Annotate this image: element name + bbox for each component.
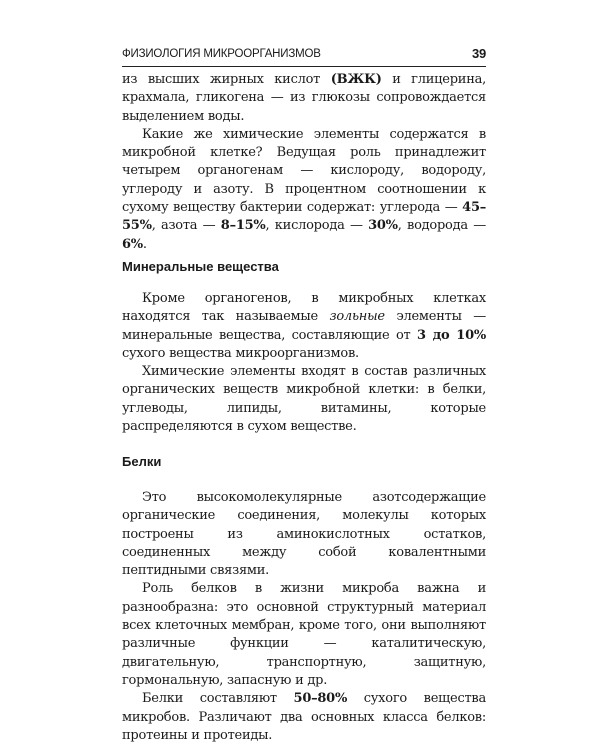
- proteins-paragraph-2: Роль белков в жизни микроба важна и разнообразна: это основной структурный материал всех клеточных мембран, кроме того, они выполняют различные функции — каталитическую, двигательную, транспортную, защитную, гормональную, запасную и др.: [122, 581, 486, 688]
- intro-paragraph-2: Какие же химические элементы содержатся в микробной клетке? Ведущая роль принадлежит четырем органогенам — кислороду, водороду, углероду и азоту. В процентном соотношении к сухому веществу бактерии содержат: углерода — 45–55%, азота — 8–15%, кислорода — 30%, водорода — 6%.: [122, 126, 486, 252]
- nitrogen-percent: 8–15%: [220, 218, 266, 234]
- hydrogen-percent: 6%: [122, 236, 143, 252]
- minerals-text: [122, 290, 486, 436]
- section-heading-proteins: Белки: [122, 454, 162, 469]
- proteins-paragraph-3: Белки составляют 50–80% сухого вещества микробов. Различают два основных класса белков: протеины и протеиды.: [122, 691, 486, 743]
- protein-range: 50–80%: [293, 691, 348, 707]
- page-number: 39: [471, 46, 486, 61]
- intro-paragraph-1: из высших жирных кислот (ВЖК) и глицерина, крахмала, гликогена — из глюкозы сопровождается выделением воды.: [122, 72, 486, 124]
- carbon-percent: 45–55%: [122, 200, 486, 234]
- proteins-text: [122, 489, 486, 745]
- mineral-range: 3 до 10%: [416, 327, 486, 343]
- section-heading-minerals: Минеральные вещества: [122, 259, 279, 274]
- term-zolnye: зольные: [329, 309, 385, 325]
- running-title: ФИЗИОЛОГИЯ МИКРООРГАНИЗМОВ: [122, 48, 321, 60]
- vzhk-abbreviation: (ВЖК): [330, 72, 382, 87]
- proteins-paragraph-1: Это высокомолекулярные азотсодержащие органические соединения, молекулы которых построены из аминокислотных остатков, соединенных между собой ковалентными пептидными связями.: [122, 490, 486, 579]
- intro-text: [122, 71, 486, 254]
- minerals-paragraph-1: Кроме органогенов, в микробных клетках находятся так называемые зольные элементы — минеральные вещества, составляющие от 3 до 10% сухого вещества микроорганизмов.: [122, 291, 486, 361]
- oxygen-percent: 30%: [368, 218, 398, 234]
- running-header: [122, 44, 486, 67]
- minerals-paragraph-2: Химические элементы входят в состав различных органических веществ микробной клетки: в белки, углеводы, липиды, витамины, которые распределяются в сухом веществе.: [122, 364, 486, 435]
